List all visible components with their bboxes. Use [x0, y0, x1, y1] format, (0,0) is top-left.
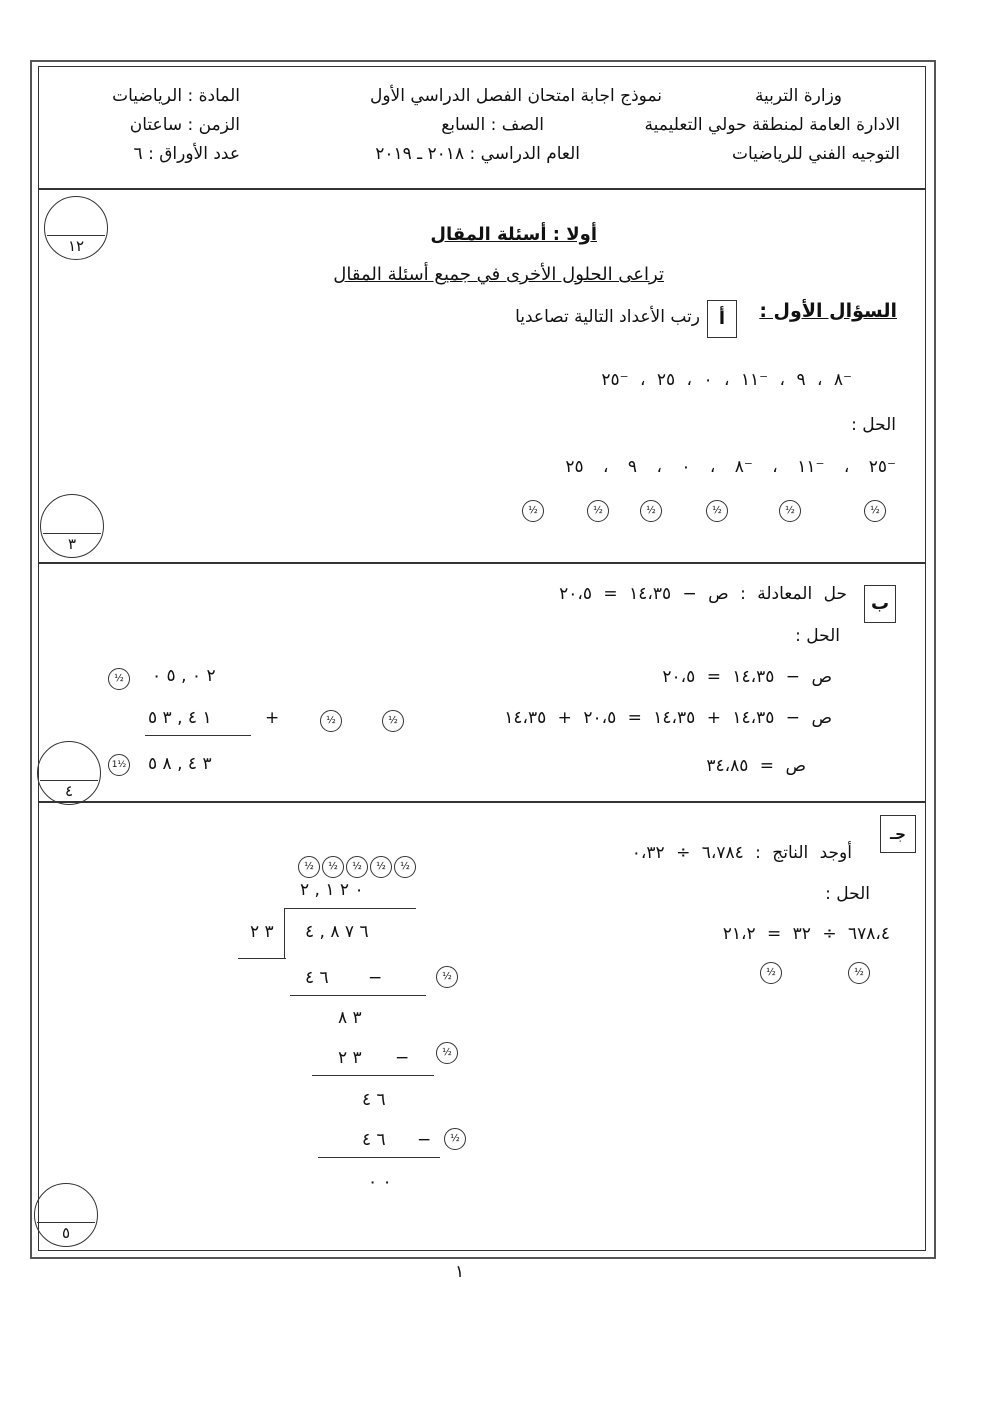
part-b-score: ٤ [64, 782, 74, 800]
half-mark-badge: ½ [848, 962, 870, 984]
half-mark-badge: ½ [587, 500, 609, 522]
section-divider-1 [38, 562, 926, 564]
addition-result: ٣ ٤ , ٨ ٥ [148, 754, 212, 774]
grade-label: الصف : السابع [441, 115, 544, 135]
half-mark-badge: ½ [706, 500, 728, 522]
subject-label: المادة : الرياضيات [112, 86, 240, 106]
minus-sign: − [417, 1130, 432, 1150]
grading-note: تراعى الحلول الأخرى في جميع أسئلة المقال [333, 264, 664, 285]
solution-label-c: الحل : [825, 884, 870, 904]
academic-year: العام الدراسي : ٢٠١٨ ـ ٢٠١٩ [375, 144, 580, 164]
addition-rule [145, 735, 251, 736]
half-mark-badge: ½ [370, 856, 392, 878]
question-one-label: السؤال الأول : [759, 300, 897, 322]
header-divider [38, 188, 926, 190]
division-step-3: ٣ ٢ [338, 1048, 362, 1068]
half-mark-badge: ½ [322, 856, 344, 878]
minus-sign: − [395, 1048, 410, 1068]
division-step-4: ٦ ٤ [362, 1090, 386, 1110]
section-total-score-circle [44, 196, 108, 260]
guidance-name: التوجيه الفني للرياضيات [731, 144, 900, 164]
half-mark-badge: ½ [394, 856, 416, 878]
half-mark-badge: ½ [522, 500, 544, 522]
solution-label-a: الحل : [851, 415, 896, 435]
exam-title: نموذج اجابة امتحان الفصل الدراسي الأول [369, 86, 662, 106]
ministry-name: وزارة التربية [754, 86, 842, 106]
division-answer: ٦٧٨،٤ ÷ ٣٢ = ٢١،٢ [722, 924, 890, 944]
division-rule-2 [312, 1075, 434, 1076]
half-mark-badge: ½ [760, 962, 782, 984]
half-mark-badge: ½ [108, 668, 130, 690]
division-prompt: أوجد الناتج : ٦،٧٨٤ ÷ ٠،٣٢ [631, 843, 852, 863]
division-bar [284, 908, 416, 909]
equation-prompt: حل المعادلة : ص − ١٤،٣٥ = ٢٠،٥ [559, 584, 847, 604]
page-number: ١ [455, 1262, 465, 1282]
part-c-score-circle [34, 1183, 98, 1247]
half-mark-badge: ½ [436, 1042, 458, 1064]
half-mark-badge: ½ [382, 710, 404, 732]
equation-step-1: ص − ١٤،٣٥ = ٢٠،٥ [662, 667, 832, 687]
divisor: ٣ ٢ [250, 922, 274, 942]
plus-sign: + [265, 708, 280, 728]
half-mark-badge: ½ [779, 500, 801, 522]
part-a-score-circle [40, 494, 104, 558]
part-a-score: ٣ [67, 535, 77, 553]
half-mark-badge: ½ [444, 1128, 466, 1150]
part-b-score-circle [37, 741, 101, 805]
one-and-half-mark-badge: 1½ [108, 754, 130, 776]
half-mark-badge: ½ [320, 710, 342, 732]
part-c-score: ٥ [61, 1224, 71, 1242]
minus-sign: − [368, 968, 383, 988]
half-mark-badge: ½ [346, 856, 368, 878]
dividend: ٦ ٧ ٨ , ٤ [305, 922, 369, 942]
division-bracket [284, 908, 285, 958]
half-mark-badge: ½ [640, 500, 662, 522]
division-remainder: ٠ ٠ [368, 1172, 392, 1192]
addition-row-1: ٢ ٠ , ٥ ٠ [152, 666, 216, 686]
time-label: الزمن : ساعتان [129, 115, 240, 135]
divisor-underline [238, 958, 286, 959]
solution-label-b: الحل : [795, 626, 840, 646]
ordered-answer: ⁻٢٥ ، ⁻١١ ، ⁻٨ ، ٠ ، ٩ ، ٢٥ [565, 457, 896, 477]
division-step-5: ٦ ٤ [362, 1130, 386, 1150]
division-step-1: ٦ ٤ [305, 968, 329, 988]
question-one-prompt: رتب الأعداد التالية تصاعديا [515, 307, 700, 327]
part-a-badge: أ [707, 300, 737, 338]
half-mark-badge: ½ [298, 856, 320, 878]
equation-step-3: ص = ٣٤،٨٥ [706, 756, 806, 776]
part-c-badge: جـ [880, 815, 916, 853]
section-title: أولا : أسئلة المقال [430, 224, 597, 245]
quotient: ٠ ٢ ١ , ٢ [300, 880, 364, 900]
section-total-score: ١٢ [67, 237, 85, 255]
pages-count: عدد الأوراق : ٦ [133, 144, 240, 164]
numbers-to-order: ⁻٨ ، ٩ ، ⁻١١ ، ٠ ، ٢٥ ، ⁻٢٥ [601, 370, 852, 390]
directorate-name: الادارة العامة لمنطقة حولي التعليمية [644, 115, 900, 135]
half-mark-badge: ½ [864, 500, 886, 522]
division-rule-3 [318, 1157, 440, 1158]
division-rule-1 [290, 995, 426, 996]
half-mark-badge: ½ [436, 966, 458, 988]
division-step-2: ٣ ٨ [338, 1008, 362, 1028]
addition-row-2: ١ ٤ , ٣ ٥ [148, 708, 212, 728]
section-divider-2 [38, 801, 926, 803]
equation-step-2: ص − ١٤،٣٥ + ١٤،٣٥ = ٢٠،٥ + ١٤،٣٥ [504, 708, 832, 728]
part-b-badge: ب [864, 585, 896, 623]
